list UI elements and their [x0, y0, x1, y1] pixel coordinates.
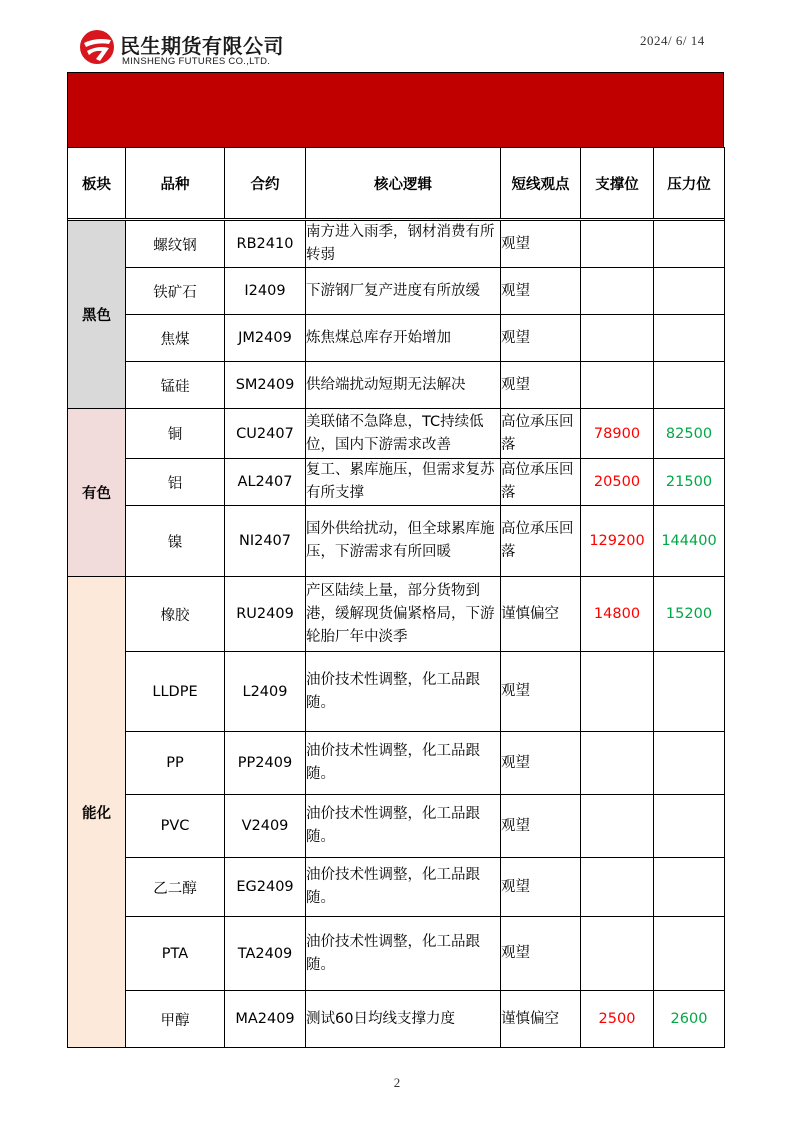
view-cell: 观望 — [501, 917, 581, 991]
contract-cell: JM2409 — [225, 315, 306, 362]
logic-cell: 供给端扰动短期无法解决 — [306, 362, 501, 409]
view-cell: 观望 — [501, 795, 581, 858]
variety-cell: PVC — [126, 795, 225, 858]
sector-cell-nonferrous: 有色 — [68, 409, 126, 577]
logic-cell: 测试60日均线支撑力度 — [306, 991, 501, 1048]
support-cell — [581, 221, 654, 268]
resistance-cell — [654, 652, 725, 732]
table-row — [68, 732, 725, 795]
support-cell — [581, 917, 654, 991]
resistance-cell — [654, 732, 725, 795]
support-cell — [581, 652, 654, 732]
company-name-en: MINSHENG FUTURES CO.,LTD. — [122, 56, 271, 67]
contract-cell: TA2409 — [225, 917, 306, 991]
title-banner — [67, 72, 724, 147]
resistance-cell: 2600 — [654, 991, 725, 1048]
support-cell: 129200 — [581, 506, 654, 577]
logic-cell: 炼焦煤总库存开始增加 — [306, 315, 501, 362]
contract-cell: SM2409 — [225, 362, 306, 409]
variety-cell: LLDPE — [126, 652, 225, 732]
contract-cell: EG2409 — [225, 858, 306, 917]
view-cell: 高位承压回落 — [501, 409, 581, 459]
view-cell: 观望 — [501, 858, 581, 917]
support-cell — [581, 795, 654, 858]
view-cell: 观望 — [501, 315, 581, 362]
variety-cell: 橡胶 — [126, 577, 225, 652]
header-logic: 核心逻辑 — [306, 148, 501, 219]
view-cell: 观望 — [501, 221, 581, 268]
report-date: 2024/ 6/ 14 — [640, 33, 705, 48]
logic-cell: 下游钢厂复产进度有所放缓 — [306, 268, 501, 315]
variety-cell: 铝 — [126, 459, 225, 506]
resistance-cell — [654, 858, 725, 917]
table-row — [68, 577, 725, 652]
logic-cell: 复工、累库施压，但需求复苏有所支撑 — [306, 459, 501, 506]
table-row — [68, 315, 725, 362]
table-row — [68, 506, 725, 577]
company-logo-icon — [78, 28, 116, 66]
resistance-cell — [654, 795, 725, 858]
logic-cell: 油价技术性调整，化工品跟随。 — [306, 795, 501, 858]
variety-cell: PP — [126, 732, 225, 795]
support-cell — [581, 315, 654, 362]
contract-cell: PP2409 — [225, 732, 306, 795]
sector-cell-energy: 能化 — [68, 577, 126, 1048]
support-cell: 20500 — [581, 459, 654, 506]
table-row — [68, 268, 725, 315]
variety-cell: 甲醇 — [126, 991, 225, 1048]
table-row — [68, 459, 725, 506]
logic-cell: 产区陆续上量，部分货物到港，缓解现货偏紧格局，下游轮胎厂年中淡季 — [306, 577, 501, 652]
contract-cell: V2409 — [225, 795, 306, 858]
view-cell: 观望 — [501, 362, 581, 409]
page-number: 2 — [393, 1075, 401, 1090]
variety-cell: 螺纹钢 — [126, 221, 225, 268]
contract-cell: MA2409 — [225, 991, 306, 1048]
variety-cell: 锰硅 — [126, 362, 225, 409]
support-cell — [581, 268, 654, 315]
table-header-row — [68, 148, 725, 219]
support-cell — [581, 858, 654, 917]
header-sector: 板块 — [68, 148, 126, 219]
table-row — [68, 917, 725, 991]
contract-cell: CU2407 — [225, 409, 306, 459]
support-cell: 14800 — [581, 577, 654, 652]
support-cell — [581, 732, 654, 795]
resistance-cell: 21500 — [654, 459, 725, 506]
resistance-cell — [654, 221, 725, 268]
header-contract: 合约 — [225, 148, 306, 219]
table-row — [68, 858, 725, 917]
table-row — [68, 221, 725, 268]
variety-cell: 镍 — [126, 506, 225, 577]
contract-cell: AL2407 — [225, 459, 306, 506]
view-cell: 谨慎偏空 — [501, 577, 581, 652]
header-view: 短线观点 — [501, 148, 581, 219]
table-row — [68, 409, 725, 459]
view-cell: 观望 — [501, 268, 581, 315]
resistance-cell — [654, 315, 725, 362]
support-cell: 2500 — [581, 991, 654, 1048]
contract-cell: L2409 — [225, 652, 306, 732]
resistance-cell — [654, 268, 725, 315]
variety-cell: 乙二醇 — [126, 858, 225, 917]
view-cell: 谨慎偏空 — [501, 991, 581, 1048]
contract-cell: RU2409 — [225, 577, 306, 652]
view-cell: 观望 — [501, 732, 581, 795]
futures-view-table — [67, 147, 725, 1048]
header-support: 支撑位 — [581, 148, 654, 219]
header-resistance: 压力位 — [654, 148, 725, 219]
resistance-cell: 15200 — [654, 577, 725, 652]
resistance-cell — [654, 917, 725, 991]
support-cell — [581, 362, 654, 409]
view-cell: 观望 — [501, 652, 581, 732]
table-row — [68, 362, 725, 409]
support-cell: 78900 — [581, 409, 654, 459]
contract-cell: I2409 — [225, 268, 306, 315]
logic-cell: 油价技术性调整，化工品跟随。 — [306, 858, 501, 917]
page-header — [0, 0, 794, 72]
logic-cell: 油价技术性调整，化工品跟随。 — [306, 732, 501, 795]
variety-cell: 焦煤 — [126, 315, 225, 362]
table-row — [68, 991, 725, 1048]
table-row — [68, 795, 725, 858]
logic-cell: 南方进入雨季，钢材消费有所转弱 — [306, 221, 501, 268]
view-cell: 高位承压回落 — [501, 506, 581, 577]
variety-cell: 铜 — [126, 409, 225, 459]
variety-cell: 铁矿石 — [126, 268, 225, 315]
view-cell: 高位承压回落 — [501, 459, 581, 506]
contract-cell: RB2410 — [225, 221, 306, 268]
logic-cell: 油价技术性调整，化工品跟随。 — [306, 652, 501, 732]
logic-cell: 油价技术性调整，化工品跟随。 — [306, 917, 501, 991]
logic-cell: 美联储不急降息，TC持续低位，国内下游需求改善 — [306, 409, 501, 459]
resistance-cell — [654, 362, 725, 409]
resistance-cell: 82500 — [654, 409, 725, 459]
contract-cell: NI2407 — [225, 506, 306, 577]
sector-cell-black: 黑色 — [68, 221, 126, 409]
table-row — [68, 652, 725, 732]
resistance-cell: 144400 — [654, 506, 725, 577]
variety-cell: PTA — [126, 917, 225, 991]
header-variety: 品种 — [126, 148, 225, 219]
logic-cell: 国外供给扰动，但全球累库施压，下游需求有所回暖 — [306, 506, 501, 577]
company-name-cn: 民生期货有限公司 — [120, 34, 284, 58]
